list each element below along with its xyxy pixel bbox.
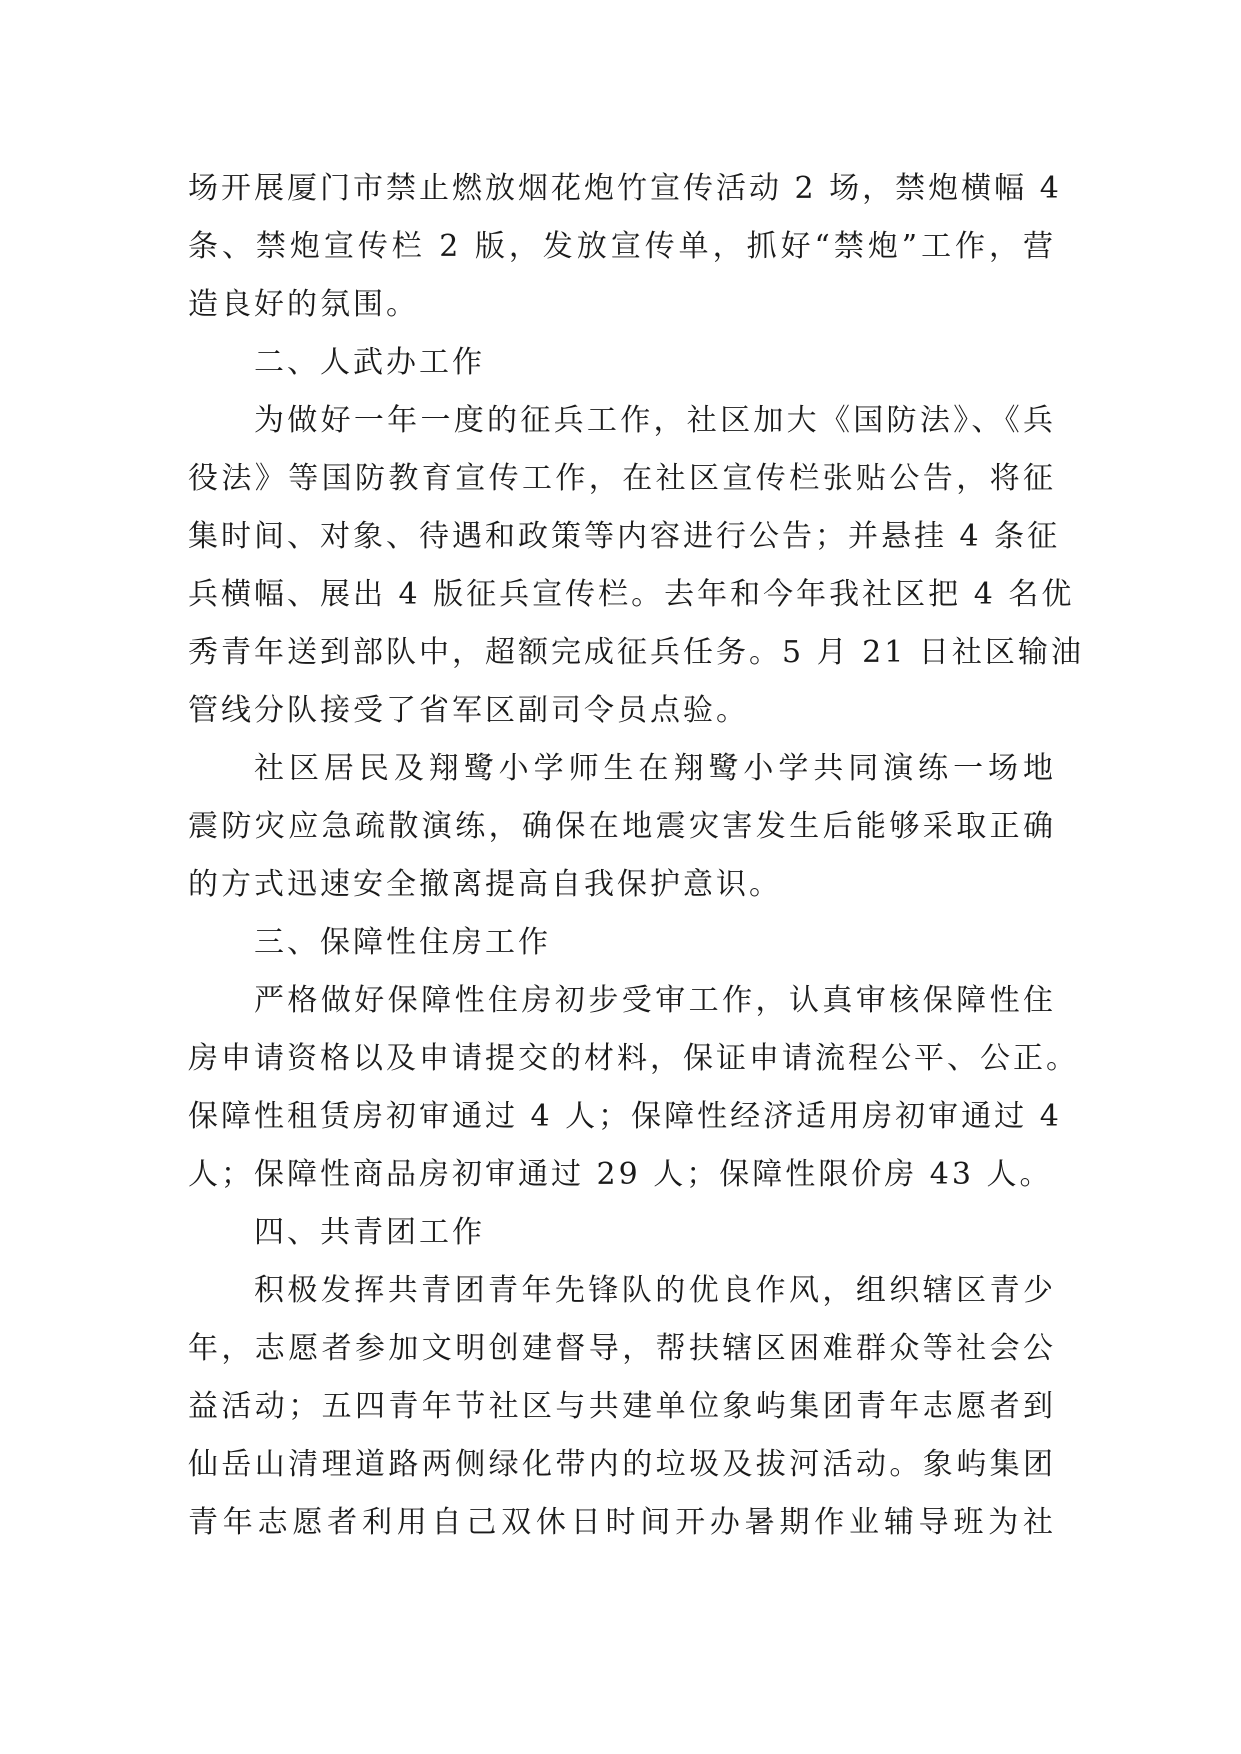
text-line: 秀青年送到部队中，超额完成征兵任务。5 月 21 日社区输油: [188, 635, 1084, 670]
document-body: [188, 160, 1084, 1552]
text-line: 四、共青团工作: [254, 1215, 485, 1250]
text-line: 震防灾应急疏散演练，确保在地震灾害发生后能够采取正确: [188, 809, 1056, 844]
text-line: 房申请资格以及申请提交的材料，保证申请流程公平、公正。: [188, 1041, 1079, 1076]
text-line: 造良好的氛围。: [188, 287, 419, 322]
text-line: 场开展厦门市禁止燃放烟花炮竹宣传活动 2 场，禁炮横幅 4: [188, 171, 1062, 206]
text-line: 管线分队接受了省军区副司令员点验。: [188, 693, 749, 728]
text-line: 兵横幅、展出 4 版征兵宣传栏。去年和今年我社区把 4 名优: [188, 577, 1075, 612]
text-line: 役法》等国防教育宣传工作，在社区宣传栏张贴公告，将征: [188, 461, 1056, 496]
text-line: 年，志愿者参加文明创建督导，帮扶辖区困难群众等社会公: [188, 1331, 1056, 1366]
text-line: 积极发挥共青团青年先锋队的优良作风，组织辖区青少: [254, 1273, 1056, 1308]
text-line: 二、人武办工作: [254, 345, 485, 380]
text-line: 益活动；五四青年节社区与共建单位象屿集团青年志愿者到: [188, 1389, 1056, 1424]
text-line: 保障性租赁房初审通过 4 人；保障性经济适用房初审通过 4: [188, 1099, 1062, 1134]
text-line: 集时间、对象、待遇和政策等内容进行公告；并悬挂 4 条征: [188, 519, 1061, 554]
text-line: 仙岳山清理道路两侧绿化带内的垃圾及拔河活动。象屿集团: [188, 1447, 1056, 1482]
text-line: 的方式迅速安全撤离提高自我保护意识。: [188, 867, 782, 902]
text-line: 社区居民及翔鹭小学师生在翔鹭小学共同演练一场地: [254, 751, 1056, 786]
text-line: 青年志愿者利用自己双休日时间开办暑期作业辅导班为社: [188, 1505, 1056, 1540]
text-line: 三、保障性住房工作: [254, 925, 551, 960]
text-line: 为做好一年一度的征兵工作，社区加大《国防法》、《兵: [254, 403, 1056, 438]
text-line: 条、禁炮宣传栏 2 版，发放宣传单，抓好“禁炮”工作，营: [188, 229, 1056, 264]
text-line: 人；保障性商品房初审通过 29 人；保障性限价房 43 人。: [188, 1157, 1053, 1192]
text-line: 严格做好保障性住房初步受审工作，认真审核保障性住: [254, 983, 1056, 1018]
